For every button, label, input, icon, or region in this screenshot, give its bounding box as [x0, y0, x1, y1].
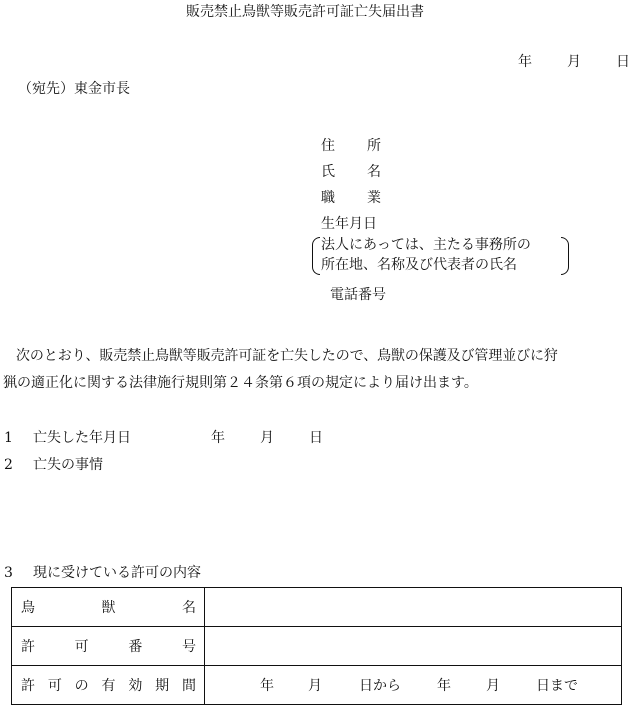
period-from-day: 日から [359, 678, 401, 694]
body-paragraph-line2: 猟の適正化に関する法律施行規則第２４条第６項の規定により届け出ます。 [3, 375, 478, 391]
right-bracket [561, 237, 569, 275]
addressee: （宛先）東金市長 [18, 81, 130, 97]
item1-label: 亡失した年月日 [33, 430, 131, 446]
left-bracket [312, 237, 320, 275]
species-label-cell [12, 588, 205, 627]
validity-period-value [205, 675, 621, 695]
item1-date-year: 年 [211, 430, 225, 446]
period-to-day: 日まで [536, 678, 578, 694]
item1-date-month: 月 [260, 430, 274, 446]
corporation-note-line2: 所在地、名称及び代表者の氏名 [321, 257, 517, 273]
occupation-label-char1: 職 [321, 190, 335, 206]
permit-number-label: 許 可 番 号 [21, 639, 196, 655]
item3-number: 3 [4, 565, 13, 581]
item1-number: 1 [4, 430, 13, 446]
date-day: 日 [616, 54, 630, 70]
corporation-note-line1: 法人にあっては、主たる事務所の [321, 237, 531, 253]
occupation-label-char2: 業 [367, 190, 381, 206]
body-paragraph-line1: 次のとおり、販売禁止鳥獣等販売許可証を亡失したので、鳥獣の保護及び管理並びに狩 [16, 348, 558, 364]
table-row [12, 666, 622, 705]
phone-label: 電話番号 [330, 287, 386, 303]
period-from-month: 月 [308, 678, 322, 694]
permit-table [11, 587, 622, 705]
item3-label: 現に受けている許可の内容 [33, 565, 201, 581]
name-label-char2: 名 [367, 164, 381, 180]
item2-number: 2 [4, 457, 13, 473]
table-row [12, 588, 622, 627]
address-label-char2: 所 [367, 138, 381, 154]
permit-number-value-cell[interactable] [205, 627, 622, 666]
date-year: 年 [518, 54, 532, 70]
permit-number-label-cell [12, 627, 205, 666]
address-label-char1: 住 [321, 138, 335, 154]
validity-period-label-cell [12, 666, 205, 705]
item2-label: 亡失の事情 [33, 457, 103, 473]
table-row [12, 627, 622, 666]
species-value-cell[interactable] [205, 588, 622, 627]
period-to-year: 年 [437, 678, 451, 694]
species-label: 鳥 獣 名 [21, 600, 196, 616]
item1-date-day: 日 [309, 430, 323, 446]
birthdate-label: 生年月日 [321, 216, 377, 232]
date-month: 月 [567, 54, 581, 70]
validity-period-value-cell[interactable] [205, 666, 622, 705]
document-title: 販売禁止鳥獣等販売許可証亡失届出書 [186, 4, 424, 20]
period-to-month: 月 [486, 678, 500, 694]
period-from-year: 年 [260, 678, 274, 694]
name-label-char1: 氏 [321, 164, 335, 180]
validity-period-label: 許 可 の 有 効 期 間 [21, 678, 196, 694]
